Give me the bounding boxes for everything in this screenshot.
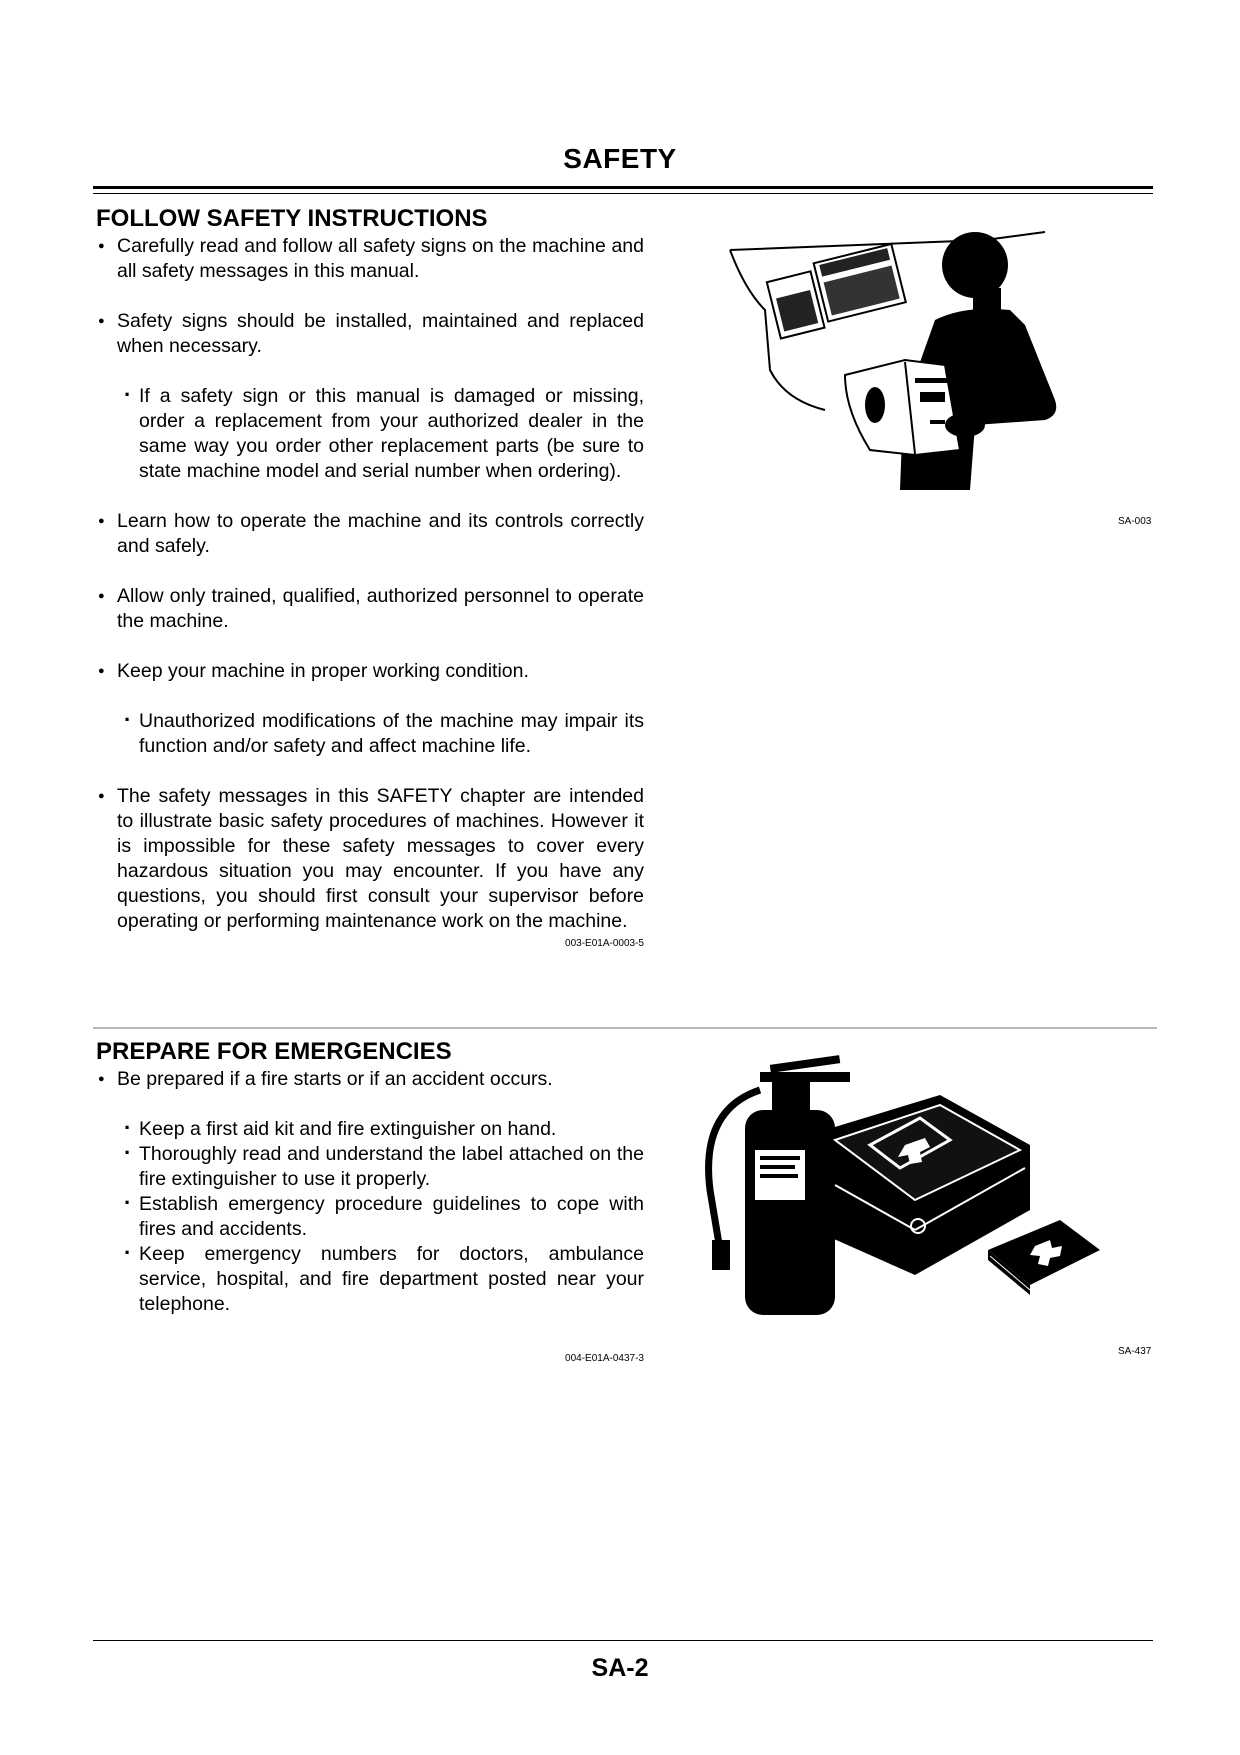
footer-rule	[93, 1640, 1153, 1641]
sub-bullet-item: · Establish emergency procedure guidelines to cope with fires and accidents.	[96, 1192, 644, 1242]
sub-bullet-item: · If a safety sign or this manual is damaged or missing, order a replacement from your authorized dealer in the same way you order other replacement parts (be sure to state machine model and serial number when ordering).	[96, 384, 644, 484]
section-prepare-emergencies	[96, 1039, 644, 1364]
sub-bullet-item: · Keep emergency numbers for doctors, ambulance service, hospital, and fire department posted near your telephone.	[96, 1242, 644, 1317]
document-code: 004-E01A-0437-3	[565, 1353, 644, 1364]
bullet-item: ● The safety messages in this SAFETY chapter are intended to illustrate basic safety procedures of machines. However it is impossible for these safety messages to cover every hazardous situation you may encounter. If you have any questions, you should first consult your supervisor before operating or performing maintenance work on the machine.	[96, 784, 644, 934]
fire-extinguisher-first-aid-illustration	[690, 1050, 1150, 1330]
sub-bullet-item: · Keep a first aid kit and fire extinguisher on hand.	[96, 1117, 644, 1142]
bullet-item: ● Allow only trained, qualified, authorized personnel to operate the machine.	[96, 584, 644, 634]
bullet-item: ● Keep your machine in proper working condition.	[96, 659, 644, 684]
bullet-item: ● Safety signs should be installed, maintained and replaced when necessary.	[96, 309, 644, 359]
figure-code: SA-003	[1118, 516, 1152, 527]
section-title: FOLLOW SAFETY INSTRUCTIONS	[96, 205, 488, 232]
bullet-item: ● Carefully read and follow all safety signs on the machine and all safety messages in this manual.	[96, 234, 644, 284]
section-follow-safety	[96, 206, 644, 949]
page-number: SA-2	[591, 1654, 649, 1682]
bullet-item: ● Learn how to operate the machine and its controls correctly and safely.	[96, 509, 644, 559]
section-title: PREPARE FOR EMERGENCIES	[96, 1038, 452, 1065]
section-separator	[93, 1027, 1157, 1029]
sub-bullet-item: · Thoroughly read and understand the label attached on the fire extinguisher to use it properly.	[96, 1142, 644, 1192]
figure-code: SA-437	[1118, 1346, 1152, 1357]
document-code: 003-E01A-0003-5	[565, 938, 644, 949]
reading-manual-illustration	[725, 210, 1095, 500]
page-title: SAFETY	[563, 143, 677, 174]
sub-bullet-item: · Unauthorized modifications of the machine may impair its function and/or safety and affect machine life.	[96, 709, 644, 759]
header-rule-thin	[93, 193, 1153, 194]
header-rule	[93, 186, 1153, 189]
bullet-item: ● Be prepared if a fire starts or if an accident occurs.	[96, 1067, 644, 1092]
